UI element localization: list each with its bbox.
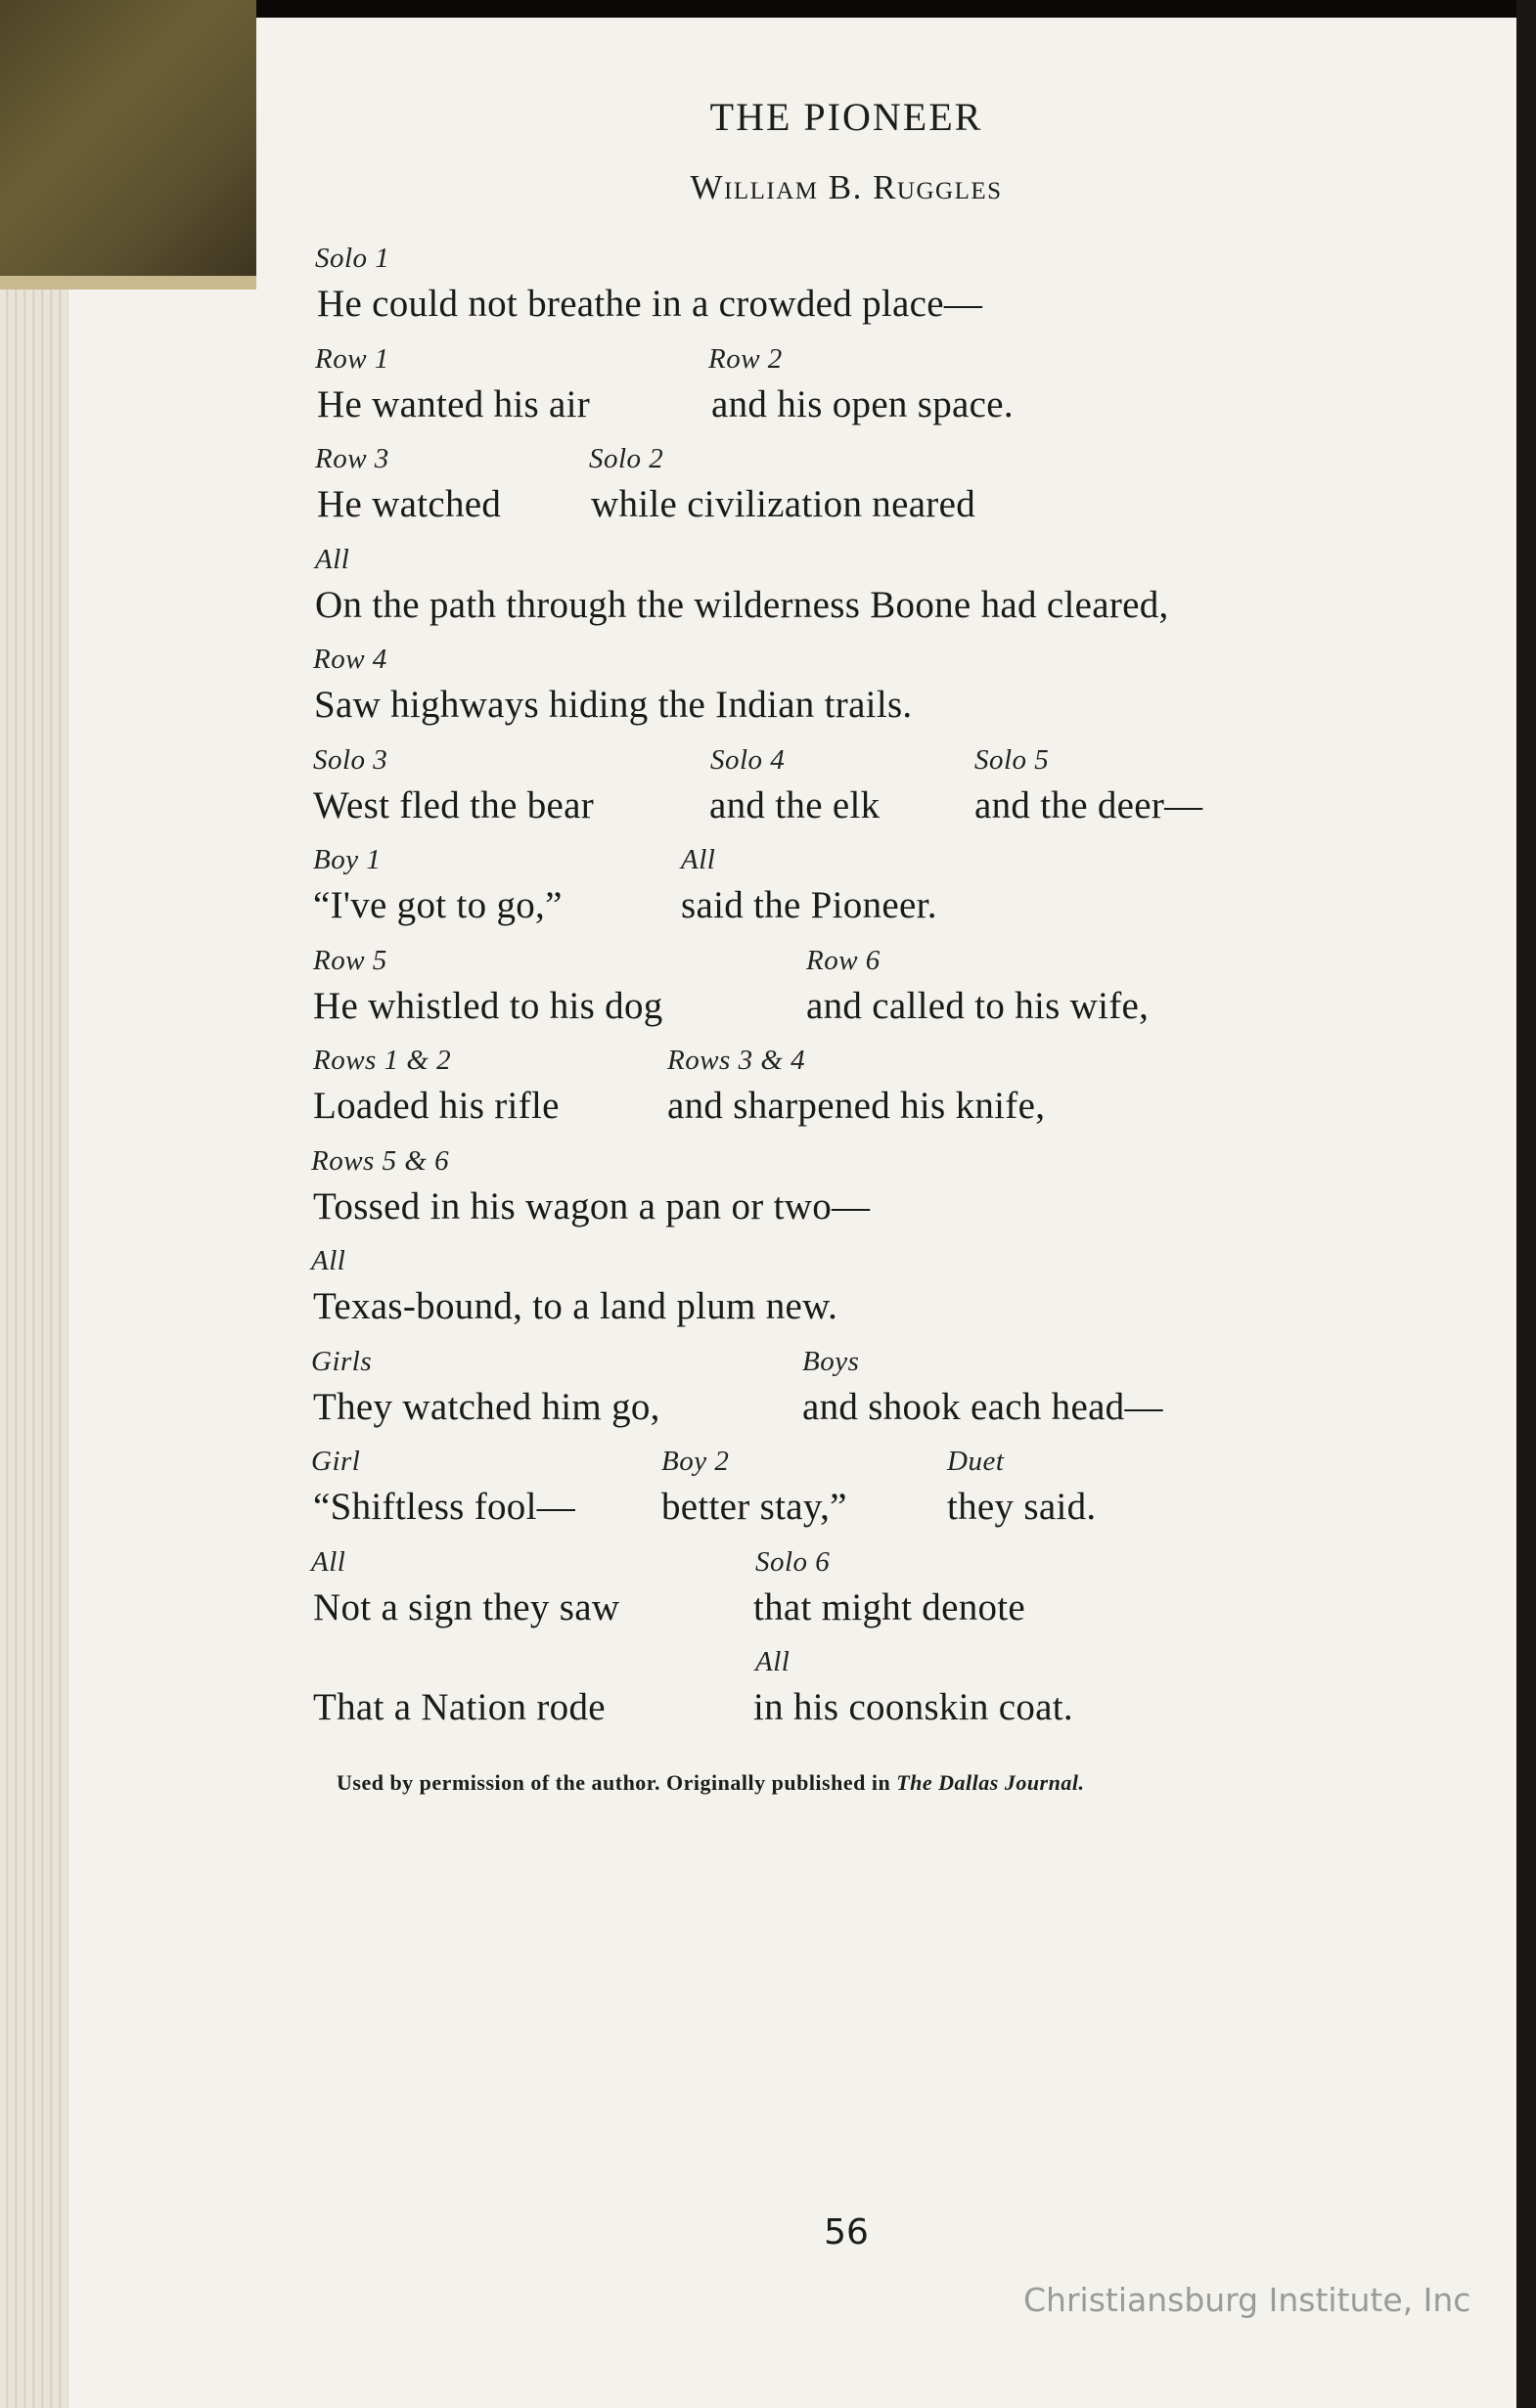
speaker-cue: Rows 3 & 4 [667, 1045, 806, 1076]
stanza [0, 343, 1536, 444]
poem-author: William B. Ruggles [690, 168, 1003, 206]
poem-line: and his open space. [711, 382, 1014, 425]
stanza [0, 243, 1536, 343]
poem-line: Texas-bound, to a land plum new. [313, 1285, 838, 1327]
poem-line: while civilization neared [591, 483, 976, 525]
stanza [0, 1446, 1536, 1546]
watermark: Christiansburg Institute, Inc [1023, 2281, 1471, 2319]
page-number: 56 [824, 2212, 869, 2252]
poem-line: On the path through the wilderness Boone had cleared, [315, 583, 1169, 626]
stanza [0, 945, 1536, 1046]
poem-line: He wanted his air [317, 382, 591, 425]
poem-line: and called to his wife, [806, 984, 1150, 1027]
speaker-cue: Solo 6 [755, 1545, 831, 1578]
poem-body [0, 243, 1536, 1747]
poem-line: He could not breathe in a crowded place— [317, 283, 983, 325]
stanza [0, 844, 1536, 945]
permission-credit [337, 1770, 1084, 1796]
stanza [0, 1045, 1536, 1145]
poem-line: He whistled to his dog [313, 984, 663, 1027]
speaker-cue: Solo 1 [315, 243, 390, 274]
speaker-cue: Boy 1 [313, 844, 382, 875]
poem-line: “I've got to go,” [313, 884, 563, 926]
stanza [0, 1546, 1536, 1647]
speaker-cue: Solo 2 [589, 443, 664, 474]
speaker-cue: Row 5 [313, 944, 387, 976]
poem-line: Tossed in his wagon a pan or two— [313, 1184, 871, 1227]
poem-line: Loaded his rifle [313, 1085, 560, 1127]
speaker-cue: Row 1 [315, 342, 389, 375]
stanza [0, 1145, 1536, 1246]
poem-line: Not a sign they saw [313, 1585, 620, 1628]
speaker-cue: Row 4 [313, 644, 387, 675]
stanza [0, 1245, 1536, 1346]
speaker-cue: Solo 5 [974, 743, 1050, 776]
poem-line: and the deer— [974, 783, 1203, 826]
speaker-cue: All [755, 1646, 791, 1677]
speaker-cue: Row 6 [806, 944, 881, 976]
poem-line: they said. [947, 1486, 1097, 1528]
credit-text: Used by permission of the author. Originally published in [337, 1770, 891, 1795]
speaker-cue: Girls [311, 1345, 373, 1377]
stanza [0, 644, 1536, 744]
speaker-cue: All [311, 1245, 346, 1276]
speaker-cue: All [315, 543, 350, 575]
poem-line: and the elk [709, 783, 881, 826]
poem-title: THE PIONEER [709, 95, 983, 139]
poem-line: said the Pioneer. [681, 884, 937, 926]
stanza [0, 443, 1536, 544]
poem-line: They watched him go, [313, 1385, 660, 1428]
poem-line: that might denote [753, 1585, 1026, 1628]
speaker-cue: Boys [802, 1345, 860, 1377]
poem-line: and shook each head— [802, 1385, 1163, 1428]
speaker-cue: All [311, 1545, 346, 1578]
poem-line: He watched [317, 483, 502, 525]
speaker-cue: Rows 1 & 2 [313, 1045, 452, 1076]
poem-line: West fled the bear [313, 783, 595, 826]
poem-line: Saw highways hiding the Indian trails. [314, 684, 913, 726]
speaker-cue: Row 2 [708, 342, 783, 375]
poem-line: better stay,” [661, 1486, 847, 1528]
speaker-cue: Row 3 [315, 443, 389, 474]
speaker-cue: Rows 5 & 6 [311, 1144, 450, 1177]
stanza [0, 744, 1536, 845]
speaker-cue: Solo 3 [313, 743, 388, 776]
speaker-cue: Solo 4 [710, 743, 786, 776]
speaker-cue: Girl [311, 1446, 361, 1477]
poem-line: in his coonskin coat. [753, 1686, 1073, 1728]
stanza [0, 544, 1536, 645]
poem-line: and sharpened his knife, [667, 1085, 1046, 1127]
speaker-cue: Boy 2 [661, 1446, 730, 1477]
stanza [0, 1346, 1536, 1447]
poem-line: “Shiftless fool— [313, 1486, 576, 1528]
stanza [0, 1646, 1536, 1747]
journal-name: The Dallas Journal. [896, 1770, 1085, 1795]
poem-line: That a Nation rode [313, 1686, 606, 1728]
speaker-cue: All [681, 844, 716, 875]
speaker-cue: Duet [947, 1446, 1005, 1477]
